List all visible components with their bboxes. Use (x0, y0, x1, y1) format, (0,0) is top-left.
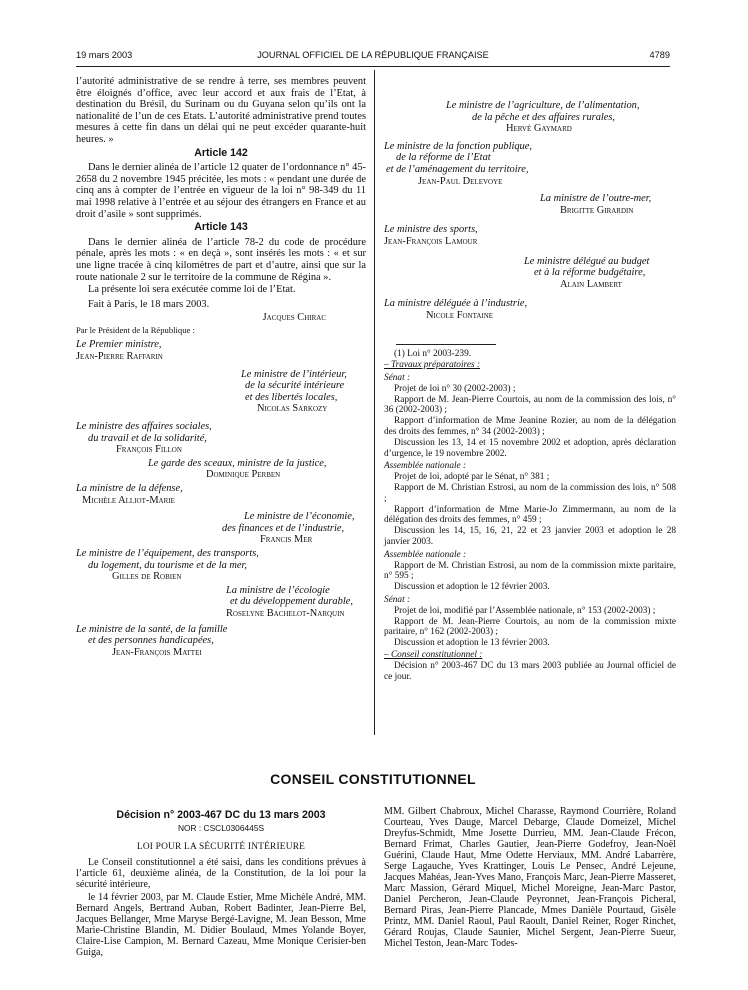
signature-equipement (76, 548, 366, 583)
sports-title: Le ministre des sports, (384, 224, 478, 236)
signature-outre-mer (540, 193, 676, 216)
equipement-title-2: du logement, du tourisme et de la mer, (88, 559, 248, 571)
fn-p2: Rapport de M. Jean-Pierre Courtois, au nom de la commission des lois, n° 36 (2002-2003) ; (384, 394, 676, 416)
signature-fonction-publique (384, 141, 676, 187)
page-header (76, 50, 670, 64)
justice-title: Le garde des sceaux, ministre de la justice, (148, 457, 327, 469)
fp-name: Jean-Paul Delevoye (418, 175, 503, 187)
decision-left-column (76, 810, 366, 958)
right-column (384, 100, 676, 682)
fn-travaux (384, 360, 676, 371)
column-divider (374, 70, 375, 735)
decision-right-column (384, 806, 676, 949)
execution-clause: La présente loi sera exécutée comme loi de l’Etat. (88, 284, 296, 296)
ecologie-title-2: et du développement durable, (230, 596, 353, 608)
signature-sante (76, 624, 366, 659)
equipement-title-1: Le ministre de l’équipement, des transports, (76, 547, 259, 559)
interieur-title-1: Le ministre de l’intérieur, (241, 368, 347, 380)
fn-travaux-label: – Travaux préparatoires : (384, 360, 480, 371)
agri-name: Hervé Gaymard (506, 123, 572, 135)
fn-p7: Rapport d’information de Mme Marie-Jo Zimmermann, au nom de la délégation des droits des femmes, n° 459 ; (384, 504, 676, 526)
om-title: La ministre de l’outre-mer, (540, 193, 652, 205)
social-name: François Fillon (116, 444, 182, 456)
signature-ecologie (226, 585, 366, 620)
signature-economie (222, 511, 366, 546)
fn-p10: Discussion et adoption le 12 février 2003. (394, 582, 550, 593)
fn-p6: Rapport de M. Christian Estrosi, au nom de la commission des lois, n° 508 ; (384, 483, 676, 504)
social-title-1: Le ministre des affaires sociales, (76, 421, 212, 433)
fn-p9: Rapport de M. Christian Estrosi, au nom de la commission mixte paritaire, n° 595 ; (384, 560, 676, 582)
sante-title-1: Le ministre de la santé, de la famille (76, 623, 228, 635)
header-date: 19 mars 2003 (76, 50, 133, 60)
signature-agriculture (446, 100, 676, 135)
justice-name: Dominique Perben (206, 469, 281, 481)
header-rule (76, 66, 670, 67)
signature-sports (384, 224, 676, 247)
decision-nor: NOR : CSCL0306445S (177, 823, 265, 833)
fp-title-1: Le ministre de la fonction publique, (384, 140, 532, 152)
pm-title: Le Premier ministre, (76, 339, 162, 351)
footnote (384, 349, 676, 683)
om-name: Brigitte Girardin (560, 204, 634, 216)
fp-title-2: de la réforme de l’Etat (396, 152, 491, 164)
fn-p5: Projet de loi, adopté par le Sénat, n° 381 ; (394, 472, 550, 483)
article-143-title: Article 143 (194, 221, 248, 234)
fn-p13: Discussion et adoption le 13 février 2003. (394, 638, 550, 649)
fn-senat-1: Sénat : (384, 373, 411, 384)
decision-paragraph-1: Le Conseil constitutionnel a été saisi, dans les conditions prévues à l’article 61, deuxième alinéa, de la Constitution, de la loi pour la sécurité intérieure, (76, 857, 366, 890)
defense-name: Michèle Alliot-Marie (82, 494, 175, 506)
article-142-text: Dans le dernier alinéa de l’article 12 quater de l’ordonnance n° 45-2658 du 2 novembre 1945 précitée, les mots : « pendant une durée de cinq ans à compter de l’entrée en vigueur de la loi n° 98-349 du 11 mai 1998 relative à l’entrée et au séjour des étrangers en France et au droit d’asile » sont supprimés. (76, 162, 366, 220)
economie-title-1: Le ministre de l’économie, (244, 511, 355, 523)
decision-paragraph-2: le 14 février 2003, par M. Claude Estier, Mme Michèle André, MM. Bernard Angels, Bertrand Auban, Robert Badinter, Jean-Pierre Bel, Jacques Bellanger, Mme Maryse Bergé-Lavigne, M. Jean Besson, Mme Marie-Christine Blandin, M. Didier Boulaud, Mmes Yolande Boyer, Claire-Lise Campion, M. Bernard Cazeau, Mme Monique Cerisier-ben Guiga, (76, 892, 366, 958)
signature-justice (148, 458, 366, 481)
header-journal: JOURNAL OFFICIEL DE LA RÉPUBLIQUE FRANÇAISE (257, 50, 489, 60)
social-title-2: du travail et de la solidarité, (88, 432, 207, 444)
footnote-rule (396, 344, 496, 345)
pm-name: Jean-Pierre Raffarin (76, 351, 163, 363)
fn-senat-2: Sénat : (384, 595, 411, 606)
decision-loi-title: LOI POUR LA SÉCURITÉ INTÉRIEURE (136, 842, 306, 852)
defense-title: La ministre de la défense, (76, 483, 183, 494)
fn-p8: Discussion les 14, 15, 16, 21, 22 et 23 janvier 2003 et adoption le 28 janvier 2003. (384, 526, 676, 548)
fn-an-2: Assemblée nationale : (384, 549, 467, 560)
budget-name: Alain Lambert (560, 278, 622, 290)
signature-interieur (241, 369, 366, 415)
ecologie-name: Roselyne Bachelot-Narquin (226, 607, 345, 619)
economie-name: Francis Mer (260, 534, 313, 546)
fn-conseil-label: – Conseil constitutionnel : (384, 650, 483, 661)
industrie-name: Nicole Fontaine (426, 309, 494, 321)
interieur-title-2: de la sécurité intérieure (245, 380, 345, 392)
agri-title-1: Le ministre de l’agriculture, de l’alimentation, (446, 100, 640, 111)
signature-industrie (384, 298, 676, 321)
equipement-name: Gilles de Robien (112, 571, 182, 583)
fn-p12: Rapport de M. Jean-Pierre Courtois, au nom de la commission mixte paritaire, n° 162 (2002-2003) ; (384, 616, 676, 638)
agri-title-2: de la pêche et des affaires rurales, (472, 111, 616, 123)
article-142-title: Article 142 (194, 146, 248, 159)
fn-p14: Décision n° 2003-467 DC du 13 mars 2003 publiée au Journal officiel de ce jour. (384, 660, 676, 682)
fn-p3: Rapport d’information de Mme Jeanine Rozier, au nom de la délégation des droits des femmes, n° 34 (2002-2003) ; (384, 416, 676, 438)
fn-conseil (384, 650, 676, 661)
sante-title-2: et des personnes handicapées, (88, 635, 214, 647)
decision-paragraph-3: MM. Gilbert Chabroux, Michel Charasse, Raymond Courrière, Roland Courteau, Yves Dauge, Marcel Debarge, Claude Domeizel, Michel Dreyfus-Schmidt, Mme Josette Durrieu, MM. Jean-Claude Frécon, Bernard Frimat, Charles Gautier, Jean-Pierre Godefroy, Jean-Noël Guérini, Claude Haut, Mme Odette Herviaux, MM. André Labarrère, Serge Lagauche, Yves Krattinger, Louis Le Pensec, André Lejeune, Jacques Mahéas, Jean-Yves Mano, François Marc, Jean-Pierre Masseret, Marc Massion, Gérard Miquel, Michel Moreigne, Jean-Marc Pastor, Daniel Percheron, Jean-Claude Peyronnet, Jean-François Picheral, Bernard Piras, Jean-Pierre Plancade, Mmes Danièle Pourtaud, Gisèle Printz, MM. Daniel Raoul, Paul Raoult, Daniel Reiner, Roger Rinchet, Gérard Roujas, Claude Saunier, Michel Sergent, Jean-Pierre Sueur, Michel Teston, Jean-Marc Todes- (384, 806, 676, 949)
interieur-name: Nicolas Sarkozy (257, 403, 328, 415)
fp-title-3: et de l’aménagement du territoire, (386, 163, 529, 175)
economie-title-2: des finances et de l’industrie, (222, 522, 345, 534)
fn-p1: Projet de loi n° 30 (2002-2003) ; (394, 383, 516, 394)
industrie-title: La ministre déléguée à l’industrie, (384, 298, 528, 310)
intro-paragraph: l’autorité administrative de se rendre à terre, ses membres peuvent être éloignés d’office, avec leur accord et aux frais de l’Etat, à destination du Brésil, du Surinam ou du Guyana selon qu’ils ont la nationalité de l’un de ces Etats. L’autorité administrative prend toutes mesures à cette fin dans un délai qui ne peut excéder quarante-huit heures. » (76, 76, 366, 145)
par-le-president: Par le Président de la République : (76, 324, 195, 335)
section-title: CONSEIL CONSTITUTIONNEL (270, 771, 476, 787)
fn-an-1: Assemblée nationale : (384, 461, 467, 472)
signature-budget (524, 256, 676, 291)
fait-a-paris: Fait à Paris, le 18 mars 2003. (88, 298, 210, 310)
article-143-text: Dans le dernier alinéa de l’article 78-2 du code de procédure pénale, après les mots : « en deçà », sont insérés les mots : « et sur une ligne tracée à cinq kilomètres de part et d’autre, ainsi que sur la route nationale 2 sur le territoire de la commune de Régina ». (76, 236, 366, 283)
sports-name: Jean-François Lamour (384, 235, 478, 247)
sante-name: Jean-François Mattei (112, 646, 202, 658)
fn-p11: Projet de loi, modifié par l’Assemblée nationale, n° 153 (2002-2003) ; (394, 605, 656, 616)
budget-title-1: Le ministre délégué au budget (524, 255, 650, 267)
ecologie-title-1: La ministre de l’écologie (226, 584, 330, 596)
fn-loi: (1) Loi n° 2003-239. (394, 348, 472, 359)
fn-p4: Discussion les 13, 14 et 15 novembre 2002 et adoption, après déclaration d’urgence, le 19 novembre 2002. (384, 437, 676, 459)
signature-defense (76, 483, 366, 506)
president-name: Jacques Chirac (262, 312, 326, 324)
signature-social (76, 421, 366, 456)
interieur-title-3: et des libertés locales, (245, 391, 338, 403)
header-page-number: 4789 (649, 50, 670, 60)
left-column (76, 76, 366, 658)
budget-title-2: et à la réforme budgétaire, (534, 267, 646, 279)
decision-title: Décision n° 2003-467 DC du 13 mars 2003 (116, 809, 326, 821)
